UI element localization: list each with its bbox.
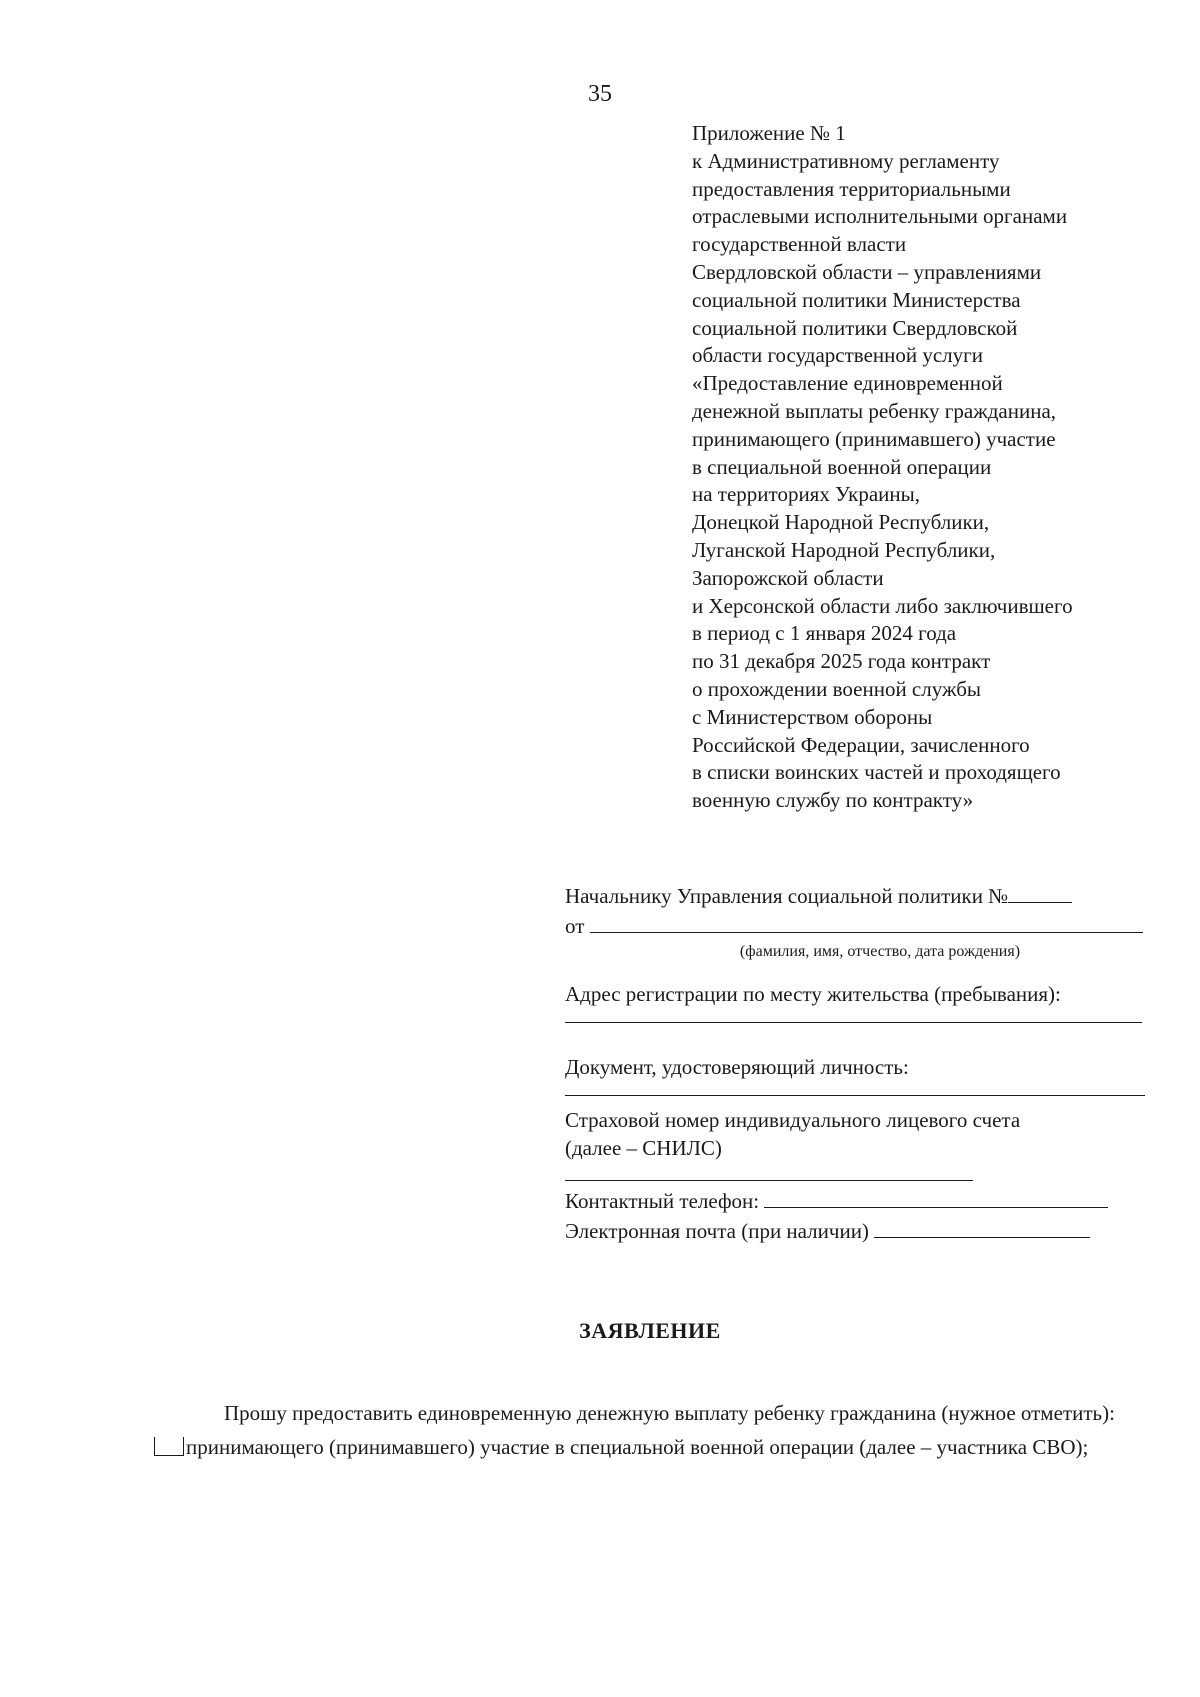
option-1-label: принимающего (принимавшего) участие в специальной военной операции (далее – участника СВО); [186, 1435, 1089, 1459]
appendix-line: Луганской Народной Республики, [692, 537, 996, 562]
appendix-line: и Херсонской области либо заключившего [692, 593, 1073, 618]
appendix-line: денежной выплаты ребенку гражданина, [692, 398, 1057, 423]
addressee-head: Начальнику Управления социальной политики № [565, 884, 1009, 908]
appendix-line: военную службу по контракту» [692, 788, 974, 813]
appendix-line: в специальной военной операции [692, 454, 992, 479]
appendix-line: социальной политики Свердловской [692, 315, 1018, 340]
phone-label: Контактный телефон: [565, 1189, 760, 1213]
appendix-line: социальной политики Министерства [692, 287, 1021, 312]
from-caption: (фамилия, имя, отчество, дата рождения) [739, 943, 1021, 960]
appendix-line: к Административному регламенту [692, 148, 1000, 173]
snils-field[interactable] [565, 1166, 973, 1181]
from-row [565, 910, 1155, 940]
appendix-line: государственной власти [692, 232, 907, 257]
document-label: Документ, удостоверяющий личность: [565, 1055, 909, 1079]
appendix-line: с Министерством обороны [692, 704, 933, 729]
appendix-line: области государственной услуги [692, 343, 984, 368]
document-field[interactable] [565, 1081, 1145, 1096]
page-number: 35 [588, 81, 612, 107]
appendix-line: «Предоставление единовременной [692, 371, 1003, 396]
option-1-checkbox[interactable] [154, 1437, 184, 1456]
address-label: Адрес регистрации по месту жительства (пребывания): [565, 982, 1061, 1006]
option-row-1 [154, 1433, 1154, 1461]
phone-field[interactable] [764, 1185, 1108, 1208]
statement-intro: Прошу предоставить единовременную денежную выплату ребенку гражданина (нужное отметить): [224, 1401, 1115, 1425]
appendix-line: Запорожской области [692, 565, 884, 590]
appendix-line: отраслевыми исполнительными органами [692, 204, 1068, 229]
email-row [565, 1215, 1155, 1245]
appendix-line: принимающего (принимавшего) участие [692, 426, 1056, 451]
appendix-line: о прохождении военной службы [692, 676, 981, 701]
phone-row [565, 1185, 1155, 1215]
email-label: Электронная почта (при наличии) [565, 1219, 869, 1243]
email-field[interactable] [874, 1215, 1090, 1238]
appendix-line: предоставления территориальными [692, 176, 1011, 201]
appendix-header [692, 120, 1162, 815]
from-label: от [565, 914, 585, 938]
address-field[interactable] [565, 1008, 1142, 1023]
appendix-line: Свердловской области – управлениями [692, 259, 1042, 284]
addressee-block [565, 880, 1155, 1245]
appendix-line: на территориях Украины, [692, 482, 920, 507]
appendix-line: Донецкой Народной Республики, [692, 510, 990, 535]
snils-label-2: (далее – СНИЛС) [565, 1136, 722, 1160]
snils-label-1: Страховой номер индивидуального лицевого счета [565, 1108, 1021, 1132]
appendix-line: по 31 декабря 2025 года контракт [692, 649, 991, 674]
document-title: ЗАЯВЛЕНИЕ [579, 1318, 721, 1343]
statement-body [154, 1399, 1154, 1461]
appendix-line: в период с 1 января 2024 года [692, 621, 957, 646]
department-number-field[interactable] [1008, 880, 1072, 903]
addressee-head-row [565, 880, 1155, 910]
appendix-line: в списки воинских частей и проходящего [692, 760, 1061, 785]
applicant-name-field[interactable] [590, 910, 1143, 933]
appendix-line: Приложение № 1 [692, 121, 846, 145]
appendix-line: Российской Федерации, зачисленного [692, 732, 1030, 757]
